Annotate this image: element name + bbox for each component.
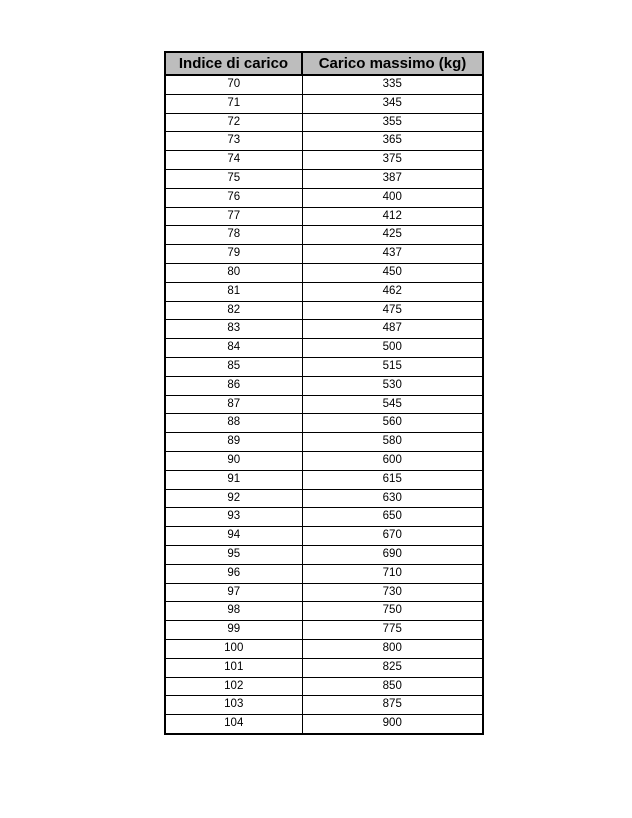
load-index-cell: 98 <box>165 602 302 621</box>
load-index-cell: 83 <box>165 320 302 339</box>
table-row <box>165 94 483 113</box>
max-load-cell: 412 <box>302 207 483 226</box>
table-row <box>165 508 483 527</box>
load-index-cell: 104 <box>165 715 302 734</box>
load-index-cell: 89 <box>165 433 302 452</box>
table-row <box>165 226 483 245</box>
table-row <box>165 169 483 188</box>
load-index-cell: 101 <box>165 658 302 677</box>
max-load-cell: 825 <box>302 658 483 677</box>
max-load-cell: 670 <box>302 527 483 546</box>
load-index-cell: 75 <box>165 169 302 188</box>
header-load-index: Indice di carico <box>165 52 302 75</box>
table-row <box>165 489 483 508</box>
table-row <box>165 715 483 734</box>
max-load-cell: 487 <box>302 320 483 339</box>
load-index-cell: 103 <box>165 696 302 715</box>
max-load-cell: 560 <box>302 414 483 433</box>
table-row <box>165 376 483 395</box>
table-row <box>165 470 483 489</box>
table-body <box>165 75 483 734</box>
table-row <box>165 621 483 640</box>
load-index-cell: 82 <box>165 301 302 320</box>
max-load-cell: 375 <box>302 151 483 170</box>
load-index-cell: 72 <box>165 113 302 132</box>
max-load-cell: 900 <box>302 715 483 734</box>
max-load-cell: 387 <box>302 169 483 188</box>
max-load-cell: 630 <box>302 489 483 508</box>
table-row <box>165 245 483 264</box>
table-row <box>165 75 483 94</box>
max-load-cell: 850 <box>302 677 483 696</box>
max-load-cell: 345 <box>302 94 483 113</box>
max-load-cell: 710 <box>302 564 483 583</box>
table-row <box>165 151 483 170</box>
table-row <box>165 527 483 546</box>
max-load-cell: 437 <box>302 245 483 264</box>
load-index-cell: 74 <box>165 151 302 170</box>
load-index-cell: 78 <box>165 226 302 245</box>
max-load-cell: 615 <box>302 470 483 489</box>
header-row <box>165 52 483 75</box>
load-index-table <box>164 51 484 735</box>
max-load-cell: 800 <box>302 639 483 658</box>
load-index-cell: 85 <box>165 357 302 376</box>
max-load-cell: 580 <box>302 433 483 452</box>
load-index-cell: 96 <box>165 564 302 583</box>
load-index-cell: 71 <box>165 94 302 113</box>
max-load-cell: 650 <box>302 508 483 527</box>
load-index-cell: 90 <box>165 451 302 470</box>
max-load-cell: 425 <box>302 226 483 245</box>
table-row <box>165 263 483 282</box>
load-index-cell: 73 <box>165 132 302 151</box>
load-index-cell: 94 <box>165 527 302 546</box>
table-row <box>165 357 483 376</box>
header-max-load: Carico massimo (kg) <box>302 52 483 75</box>
load-index-cell: 87 <box>165 395 302 414</box>
table-row <box>165 433 483 452</box>
table-row <box>165 414 483 433</box>
table-row <box>165 696 483 715</box>
load-index-cell: 100 <box>165 639 302 658</box>
table-row <box>165 301 483 320</box>
max-load-cell: 355 <box>302 113 483 132</box>
load-index-cell: 93 <box>165 508 302 527</box>
load-index-cell: 80 <box>165 263 302 282</box>
load-index-cell: 92 <box>165 489 302 508</box>
table-row <box>165 639 483 658</box>
max-load-cell: 545 <box>302 395 483 414</box>
table-row <box>165 320 483 339</box>
max-load-cell: 450 <box>302 263 483 282</box>
max-load-cell: 530 <box>302 376 483 395</box>
load-index-cell: 81 <box>165 282 302 301</box>
max-load-cell: 475 <box>302 301 483 320</box>
load-index-cell: 102 <box>165 677 302 696</box>
max-load-cell: 400 <box>302 188 483 207</box>
table-row <box>165 564 483 583</box>
load-index-cell: 91 <box>165 470 302 489</box>
max-load-cell: 775 <box>302 621 483 640</box>
table-row <box>165 282 483 301</box>
table-row <box>165 658 483 677</box>
table-row <box>165 451 483 470</box>
table-row <box>165 339 483 358</box>
max-load-cell: 750 <box>302 602 483 621</box>
max-load-cell: 335 <box>302 75 483 94</box>
table-row <box>165 545 483 564</box>
load-index-cell: 84 <box>165 339 302 358</box>
load-index-cell: 95 <box>165 545 302 564</box>
table-row <box>165 113 483 132</box>
table-row <box>165 583 483 602</box>
load-index-cell: 70 <box>165 75 302 94</box>
load-index-cell: 97 <box>165 583 302 602</box>
load-index-cell: 88 <box>165 414 302 433</box>
max-load-cell: 365 <box>302 132 483 151</box>
max-load-cell: 500 <box>302 339 483 358</box>
table-header <box>165 52 483 75</box>
load-index-cell: 99 <box>165 621 302 640</box>
max-load-cell: 462 <box>302 282 483 301</box>
load-index-cell: 86 <box>165 376 302 395</box>
table-row <box>165 132 483 151</box>
load-index-cell: 77 <box>165 207 302 226</box>
load-index-cell: 76 <box>165 188 302 207</box>
table-row <box>165 602 483 621</box>
table-row <box>165 395 483 414</box>
max-load-cell: 690 <box>302 545 483 564</box>
table-row <box>165 207 483 226</box>
max-load-cell: 600 <box>302 451 483 470</box>
max-load-cell: 730 <box>302 583 483 602</box>
max-load-cell: 875 <box>302 696 483 715</box>
table-row <box>165 188 483 207</box>
table-row <box>165 677 483 696</box>
load-index-cell: 79 <box>165 245 302 264</box>
max-load-cell: 515 <box>302 357 483 376</box>
